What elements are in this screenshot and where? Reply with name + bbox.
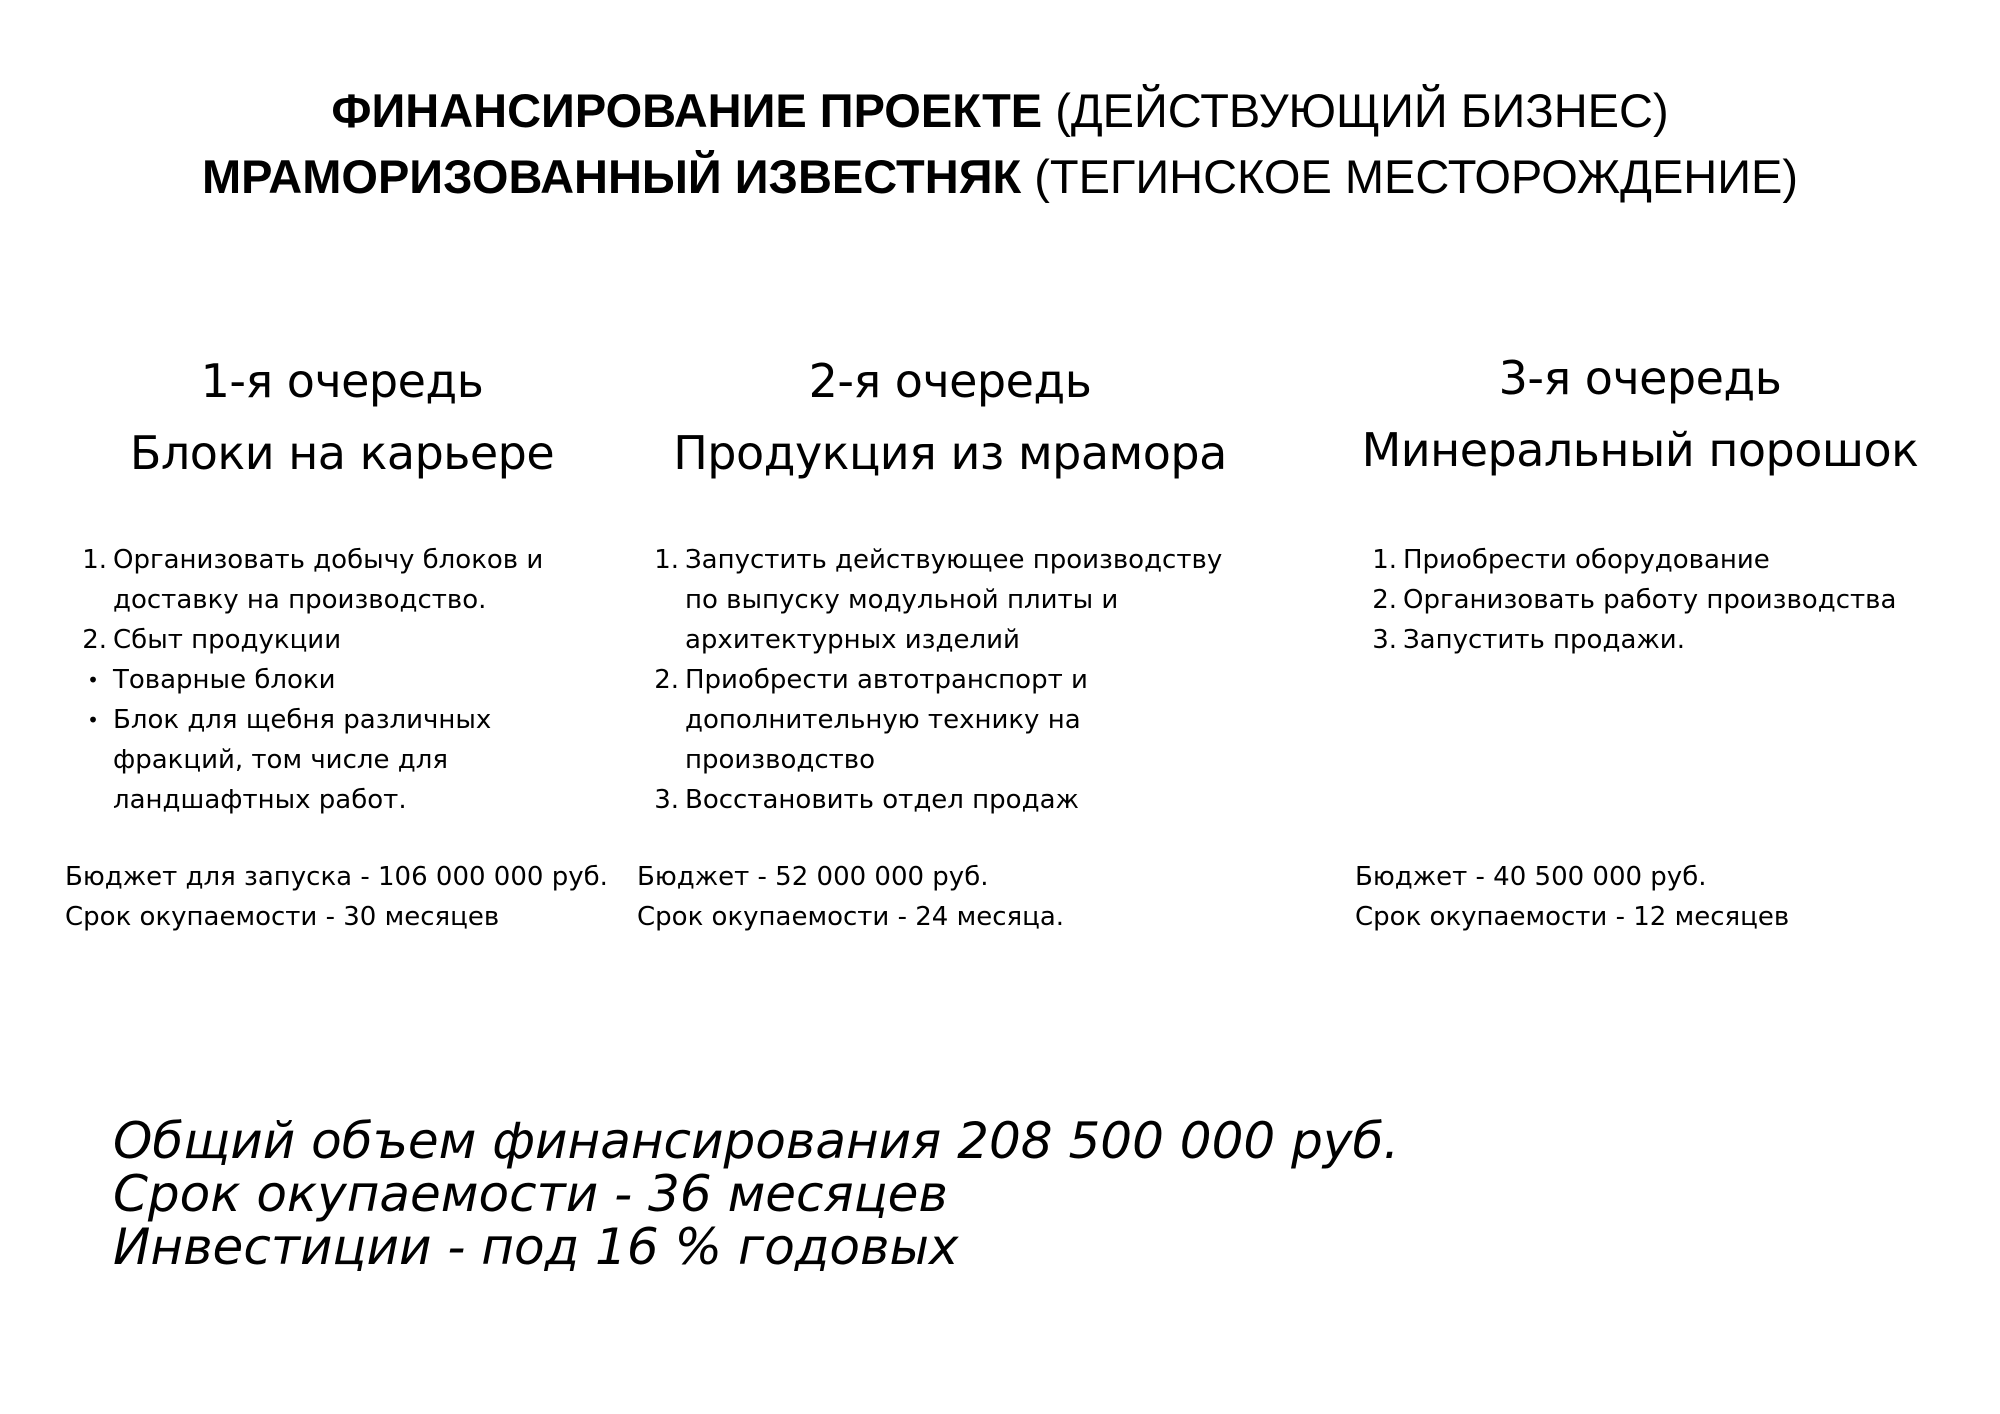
list-item bbox=[645, 660, 1265, 700]
list-item-text: Организовать работу производства bbox=[1403, 585, 1897, 615]
list-item bbox=[645, 540, 1265, 580]
list-marker: 2. bbox=[654, 665, 679, 695]
list-marker: 1. bbox=[1372, 545, 1397, 575]
list-item bbox=[73, 620, 593, 660]
list-item-text: по выпуску модульной плиты и bbox=[685, 585, 1119, 615]
stage-2-heading bbox=[640, 345, 1260, 489]
stage-3-heading bbox=[1320, 342, 1960, 486]
stage-1-task-list bbox=[73, 540, 593, 820]
stage-2-budget-block bbox=[637, 857, 1064, 937]
list-item-text: Товарные блоки bbox=[113, 665, 336, 695]
list-marker: 2. bbox=[1372, 585, 1397, 615]
list-item-text: Запустить действующее производству bbox=[685, 545, 1223, 575]
stage-2-title: 2-я очередь bbox=[808, 354, 1092, 408]
document-title bbox=[0, 78, 2000, 210]
list-item bbox=[645, 620, 1265, 660]
list-item bbox=[73, 660, 593, 700]
list-item-text: архитектурных изделий bbox=[685, 625, 1020, 655]
stage-1-budget-block bbox=[65, 857, 608, 937]
list-item bbox=[1363, 620, 1963, 660]
stage-3-title: 3-я очередь bbox=[1498, 351, 1782, 405]
list-item bbox=[73, 780, 593, 820]
stage-1-title: 1-я очередь bbox=[200, 354, 484, 408]
list-marker: 2. bbox=[82, 625, 107, 655]
list-item bbox=[645, 740, 1265, 780]
list-item-text: производство bbox=[685, 745, 876, 775]
list-item-text: Блок для щебня различных bbox=[113, 705, 492, 735]
list-item-text: Организовать добычу блоков и bbox=[113, 545, 544, 575]
stage-2-payback: Срок окупаемости - 24 месяца. bbox=[637, 902, 1065, 932]
title-line-1-regular: (ДЕЙСТВУЮЩИЙ БИЗНЕС) bbox=[1042, 84, 1669, 137]
total-financing: Общий объем финансирования 208 500 000 руб. bbox=[113, 1112, 1400, 1170]
total-payback: Срок окупаемости - 36 месяцев bbox=[113, 1165, 948, 1223]
list-item-text: Восстановить отдел продаж bbox=[685, 785, 1079, 815]
list-item bbox=[1363, 540, 1963, 580]
list-marker: 3. bbox=[1372, 625, 1397, 655]
list-item bbox=[1363, 580, 1963, 620]
list-item-text: Запустить продажи. bbox=[1403, 625, 1685, 655]
list-marker: 1. bbox=[654, 545, 679, 575]
stage-1-heading bbox=[62, 345, 622, 489]
stage-1-subject: Блоки на карьере bbox=[129, 426, 555, 480]
stage-2-subject: Продукция из мрамора bbox=[673, 426, 1227, 480]
stage-3-budget-block bbox=[1355, 857, 1789, 937]
title-line-2-bold: МРАМОРИЗОВАННЫЙ ИЗВЕСТНЯК bbox=[201, 150, 1022, 203]
list-item bbox=[73, 740, 593, 780]
list-marker: 3. bbox=[654, 785, 679, 815]
bullet-icon: • bbox=[87, 668, 99, 692]
stage-1-payback: Срок окупаемости - 30 месяцев bbox=[65, 902, 500, 932]
list-item bbox=[645, 700, 1265, 740]
list-item-text: Приобрести автотранспорт и bbox=[685, 665, 1088, 695]
list-item-text: дополнительную технику на bbox=[685, 705, 1081, 735]
financing-summary bbox=[113, 1112, 1400, 1276]
stage-3-budget: Бюджет - 40 500 000 руб. bbox=[1355, 862, 1707, 892]
list-item bbox=[645, 780, 1265, 820]
investment-rate: Инвестиции - под 16 % годовых bbox=[113, 1218, 959, 1276]
list-marker: 1. bbox=[82, 545, 107, 575]
list-item-text: Сбыт продукции bbox=[113, 625, 342, 655]
list-item-text: фракций, том числе для bbox=[113, 745, 448, 775]
list-item-text: доставку на производство. bbox=[113, 585, 487, 615]
stage-1-budget: Бюджет для запуска - 106 000 000 руб. bbox=[65, 862, 608, 892]
list-item bbox=[645, 580, 1265, 620]
list-item-text: ландшафтных работ. bbox=[113, 785, 407, 815]
stage-3-subject: Минеральный порошок bbox=[1361, 423, 1919, 477]
stage-2-budget: Бюджет - 52 000 000 руб. bbox=[637, 862, 989, 892]
list-item bbox=[73, 580, 593, 620]
stage-3-payback: Срок окупаемости - 12 месяцев bbox=[1355, 902, 1790, 932]
title-line-1 bbox=[0, 78, 2000, 144]
stage-3-task-list bbox=[1363, 540, 1963, 660]
bullet-icon: • bbox=[87, 708, 99, 732]
title-line-1-bold: ФИНАНСИРОВАНИЕ ПРОЕКТЕ bbox=[331, 84, 1043, 137]
stage-2-task-list bbox=[645, 540, 1265, 820]
list-item bbox=[73, 540, 593, 580]
list-item bbox=[73, 700, 593, 740]
title-line-2 bbox=[0, 144, 2000, 210]
title-line-2-regular: (ТЕГИНСКОЕ МЕСТОРОЖДЕНИЕ) bbox=[1021, 150, 1799, 203]
list-item-text: Приобрести оборудование bbox=[1403, 545, 1770, 575]
